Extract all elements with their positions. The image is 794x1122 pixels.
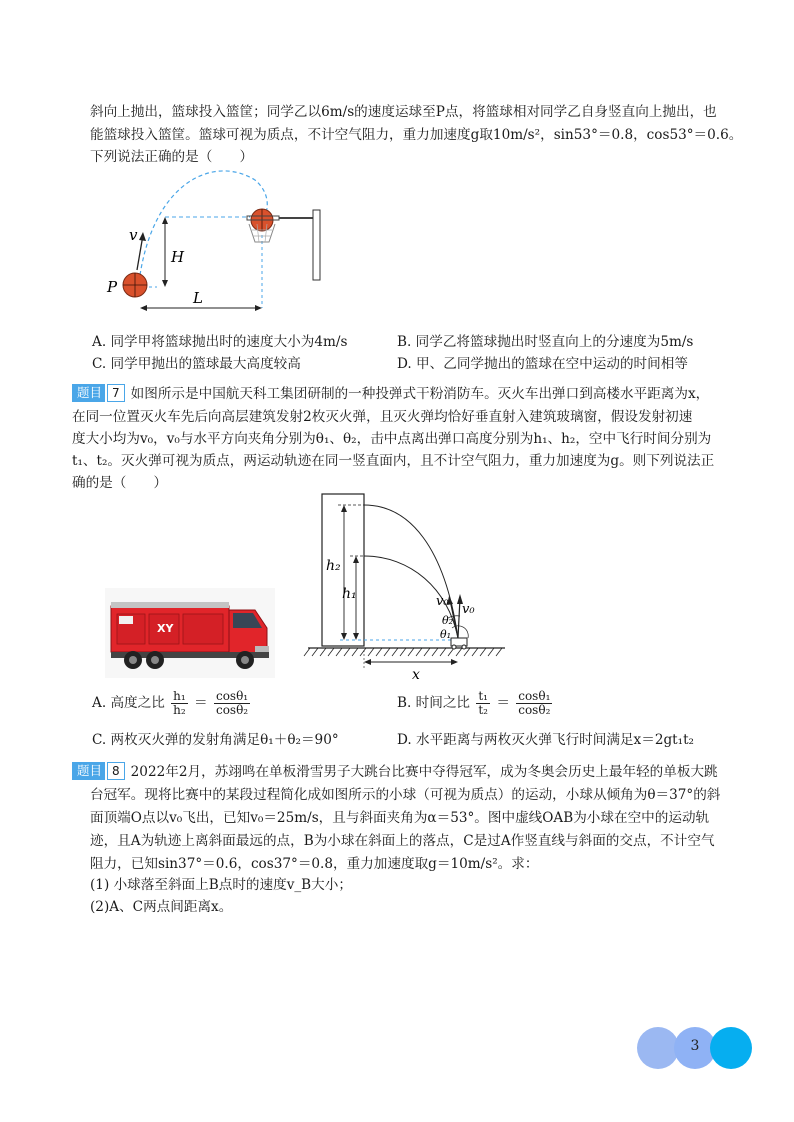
- x-label: x: [412, 667, 420, 683]
- q8-line-5: 阻力，已知sin37°＝0.6，cos37°＝0.8，重力加速度取g＝10m/s²。求：: [90, 856, 539, 872]
- page-number: 3: [690, 1038, 700, 1054]
- q7-tag: 题目: [72, 384, 105, 402]
- page-circle-left: [637, 1027, 679, 1069]
- v-label: v: [129, 226, 138, 244]
- q8-tag: 题目: [72, 762, 105, 780]
- q8-line-3: 面顶端O点以v₀飞出，已知v₀＝25m/s，且与斜面夹角为α＝53°。图中虚线OAB为小球在空中的运动轨: [90, 810, 710, 826]
- q7-number: 7: [107, 384, 125, 402]
- L-label: L: [193, 289, 203, 307]
- theta1-label: θ₁: [440, 628, 452, 641]
- trajectory-arc: [140, 171, 267, 275]
- q8-line-1: 题目 8 2022年2月，苏翊鸣在单板滑雪男子大跳台比赛中夺得冠军，成为冬奥会历史上最年轻的单板大跳: [72, 760, 718, 780]
- q7-line-3: 度大小均为v₀，v₀与水平方向夹角分别为θ₁、θ₂，击中点离出弹口高度分别为h₁、h₂，空中飞行时间分别为: [72, 431, 712, 447]
- q7-line-5: 确的是（ ）: [72, 475, 168, 491]
- q8-sub-1: (1) 小球落至斜面上B点时的速度v_B大小；: [90, 877, 352, 893]
- q8-sub-2: (2)A、C两点间距离x。: [90, 899, 233, 915]
- q8-line-2: 台冠军。现将比赛中的某段过程简化成如图所示的小球（可视为质点）的运动，小球从倾角为θ＝37°的斜: [90, 787, 721, 803]
- q8-line-4: 迹，且A为轨迹上离斜面最远的点，B为小球在斜面上的落点，C是过A作竖直线与斜面的交点，不计空气: [90, 833, 715, 849]
- q7-option-a: A. 高度之比 $\frac{\text{h₁}}{\text{h₂}}$ ＝ $\frac{\text{cosθ₁}}{\text{cosθ₂}}$: [92, 689, 249, 717]
- H-label: H: [171, 248, 185, 266]
- page-circle-right: [710, 1027, 752, 1069]
- q7-option-c: C. 两枚灭火弹的发射角满足θ₁＋θ₂＝90°: [92, 732, 339, 748]
- q8-number: 8: [107, 762, 125, 780]
- fire-truck-image: [105, 588, 275, 678]
- q6-line-1: 斜向上抛出，篮球投入篮筐；同学乙以6m/s的速度运球至P点，将篮球相对同学乙自身竖直向上抛出，也: [90, 104, 717, 120]
- fire-trajectory-diagram: [300, 488, 515, 683]
- q6-option-b: B. 同学乙将篮球抛出时竖直向上的分速度为5m/s: [397, 334, 694, 350]
- backboard-icon: [313, 210, 320, 280]
- P-label: P: [107, 278, 118, 296]
- q6-line-2: 能篮球投入篮筐。篮球可视为质点，不计空气阻力，重力加速度g取10m/s²，sin53°＝0.8，cos53°＝0.6。: [90, 127, 743, 143]
- q6-option-d: D. 甲、乙同学抛出的篮球在空中运动的时间相等: [397, 356, 688, 372]
- q7-line-4: t₁、t₂。灭火弹可视为质点，两运动轨迹在同一竖直面内，且不计空气阻力，重力加速度为g。则下列说法正: [72, 453, 715, 469]
- q7-line-2: 在同一位置灭火车先后向高层建筑发射2枚灭火弹，且灭火弹均恰好垂直射入建筑玻璃窗，假设发射初速: [72, 409, 693, 425]
- q7-line-1: 题目 7 如图所示是中国航天科工集团研制的一种投弹式干粉消防车。灭火车出弹口到高楼水平距离为x，: [72, 382, 709, 402]
- v0-label-1: v₀: [436, 594, 449, 609]
- q7-option-d: D. 水平距离与两枚灭火弹飞行时间满足x＝2gt₁t₂: [397, 732, 694, 748]
- h2-label: h₂: [326, 558, 341, 574]
- q7-option-b: B. 时间之比 $\frac{\text{t₁}}{\text{t₂}}$ ＝ $\frac{\text{cosθ₁}}{\text{cosθ₂}}$: [397, 689, 551, 717]
- q6-option-a: A. 同学甲将篮球抛出时的速度大小为4m/s: [92, 334, 348, 350]
- h1-label: h₁: [342, 586, 357, 602]
- v0-label-2: v₀: [462, 602, 475, 617]
- q6-option-c: C. 同学甲抛出的篮球最大高度较高: [92, 356, 301, 372]
- theta2-label: θ₂: [442, 614, 454, 627]
- basketball-diagram: [95, 160, 345, 315]
- truck-logo: XY: [157, 622, 174, 635]
- q6-line-3: 下列说法正确的是（ ）: [90, 149, 254, 165]
